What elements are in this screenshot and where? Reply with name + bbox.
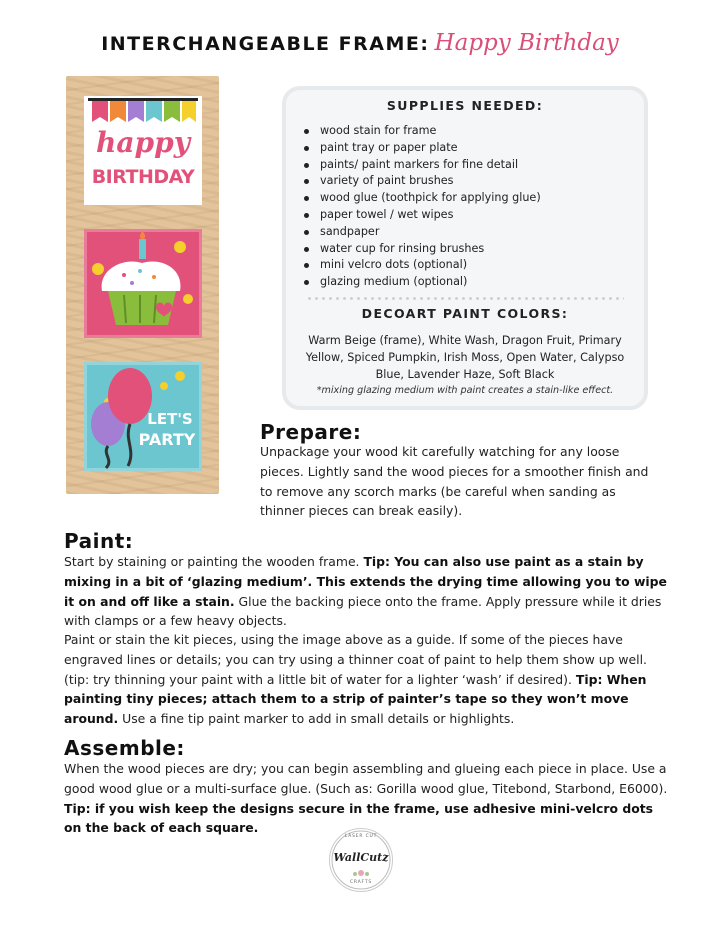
supply-item: paint tray or paper plate bbox=[320, 140, 541, 157]
supply-item: glazing medium (optional) bbox=[320, 274, 541, 291]
wallcutz-logo bbox=[329, 828, 393, 892]
paint-p2-text: Paint or stain the kit pieces, using the image above as a guide. If some of the pieces have engraved lines or details; you can try using a thinner coat of paint to help them show up well. (tip: try thinning your paint with a little bit of water for a lighter ‘wash’ if desired). bbox=[64, 632, 647, 687]
supplies-card bbox=[282, 86, 648, 410]
paint-p1-text: Start by staining or painting the wooden frame. bbox=[64, 554, 364, 569]
paint-paragraph-1 bbox=[64, 552, 668, 631]
paint-p2-text-cont: Use a fine tip paint marker to add in small details or highlights. bbox=[118, 711, 515, 727]
lets-text: LET'S bbox=[147, 410, 193, 428]
paint-colors-heading: DECOART PAINT COLORS: bbox=[361, 306, 569, 321]
dotted-divider bbox=[306, 297, 624, 300]
page-title bbox=[0, 30, 720, 56]
paint-p1-tip: Tip: You can also use paint as a stain by mixing in a bit of ‘glazing medium’. This extends the drying time allowing you to wipe it on and off like a stain. bbox=[64, 554, 667, 609]
birthday-block-text: BIRTHDAY bbox=[91, 166, 195, 188]
supply-item: paints/ paint markers for fine detail bbox=[320, 157, 541, 174]
supply-item: paper towel / wet wipes bbox=[320, 207, 541, 224]
square-happy-birthday bbox=[84, 96, 202, 205]
paint-p1-text-cont: Glue the backing piece onto the frame. Apply pressure while it dries with clamps or a few heavy objects. bbox=[64, 593, 662, 629]
assemble-paragraph bbox=[64, 759, 668, 838]
logo-ring-bottom: CRAFTS bbox=[349, 880, 373, 885]
supply-item: wood glue (toothpick for applying glue) bbox=[320, 190, 541, 207]
paint-note: *mixing glazing medium with paint creates a stain-like effect. bbox=[316, 385, 614, 396]
supply-item: variety of paint brushes bbox=[320, 173, 541, 190]
paint-heading: Paint: bbox=[64, 529, 134, 553]
paint-colors-list: Warm Beige (frame), White Wash, Dragon Fruit, Primary Yellow, Spiced Pumpkin, Irish Moss, Open Water, Calypso Blue, Lavender Haze, Soft Black bbox=[305, 334, 625, 381]
paint-p2-tip: Tip: When painting tiny pieces; attach them to a strip of painter’s tape so they won’t move around. bbox=[64, 671, 647, 727]
supplies-heading: SUPPLIES NEEDED: bbox=[386, 98, 544, 113]
supply-item: water cup for rinsing brushes bbox=[320, 241, 541, 258]
paint-paragraph-2 bbox=[64, 630, 668, 729]
supply-item: sandpaper bbox=[320, 224, 541, 241]
square-lets-party bbox=[84, 362, 202, 471]
prepare-heading: Prepare: bbox=[260, 420, 362, 444]
assemble-tip: Tip: if you wish keep the designs secure in the frame, use adhesive mini-velcro dots on the back of each square. bbox=[64, 800, 654, 836]
square-cupcake bbox=[84, 229, 202, 338]
assemble-heading: Assemble: bbox=[64, 736, 185, 760]
logo-name: WallCutz bbox=[333, 851, 389, 864]
party-text: PARTY bbox=[138, 430, 196, 449]
supply-item: wood stain for frame bbox=[320, 123, 541, 140]
product-frame-image bbox=[66, 76, 219, 494]
cupcake-icon bbox=[84, 229, 202, 338]
supply-item: mini velcro dots (optional) bbox=[320, 257, 541, 274]
prepare-text: Unpackage your wood kit carefully watching for any loose pieces. Lightly sand the wood pieces for a smoother finish and to remove any scorch marks (be careful when sanding as thinner pieces can break easily). bbox=[260, 444, 649, 519]
supplies-list bbox=[320, 123, 541, 291]
title-suffix: Happy Birthday bbox=[434, 30, 619, 56]
assemble-text: When the wood pieces are dry; you can begin assembling and glueing each piece in place. Use a good wood glue or a multi-surface glue. (Such as: Gorilla wood glue, Titebond, Starbond, E6000). bbox=[64, 761, 668, 796]
logo-ring-top: LASER CUT bbox=[344, 834, 378, 839]
title-prefix: INTERCHANGEABLE FRAME: bbox=[101, 33, 430, 55]
happy-script-text: happy bbox=[96, 126, 190, 159]
